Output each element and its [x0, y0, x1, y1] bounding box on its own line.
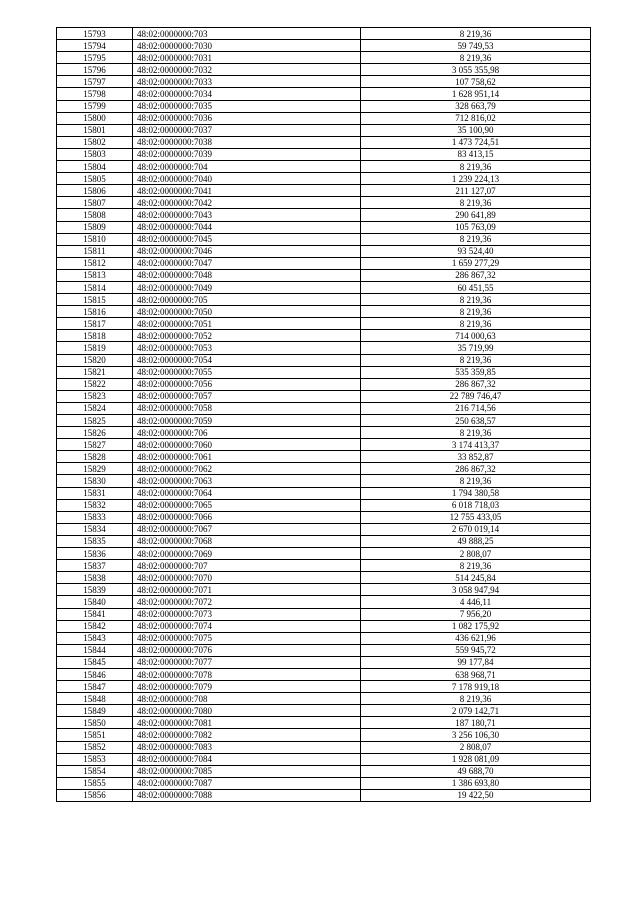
value-cell: 286 867,32: [361, 269, 591, 281]
value-cell: 187 180,71: [361, 717, 591, 729]
table-row: [57, 439, 591, 451]
row-number-cell: 15794: [57, 40, 133, 52]
table-row: [57, 281, 591, 293]
table-row: [57, 402, 591, 414]
value-cell: 105 763,09: [361, 221, 591, 233]
row-number-cell: 15797: [57, 76, 133, 88]
value-cell: 638 968,71: [361, 668, 591, 680]
cadastral-number-cell: 48:02:0000000:7087: [133, 777, 361, 789]
value-cell: 107 758,62: [361, 76, 591, 88]
value-cell: 35 719,99: [361, 342, 591, 354]
row-number-cell: 15806: [57, 185, 133, 197]
cadastral-number-cell: 48:02:0000000:7066: [133, 511, 361, 523]
row-number-cell: 15805: [57, 173, 133, 185]
table-row: [57, 451, 591, 463]
table-body: [57, 28, 591, 802]
value-cell: 1 659 277,29: [361, 257, 591, 269]
table-row: [57, 753, 591, 765]
cadastral-number-cell: 48:02:0000000:7077: [133, 656, 361, 668]
table-row: [57, 40, 591, 52]
value-cell: 286 867,32: [361, 378, 591, 390]
table-row: [57, 668, 591, 680]
value-cell: 436 621,96: [361, 632, 591, 644]
table-row: [57, 608, 591, 620]
table-row: [57, 173, 591, 185]
value-cell: 1 386 693,80: [361, 777, 591, 789]
cadastral-number-cell: 48:02:0000000:7062: [133, 463, 361, 475]
row-number-cell: 15823: [57, 390, 133, 402]
table-row: [57, 632, 591, 644]
row-number-cell: 15820: [57, 354, 133, 366]
table-row: [57, 306, 591, 318]
row-number-cell: 15814: [57, 281, 133, 293]
cadastral-number-cell: 48:02:0000000:7063: [133, 475, 361, 487]
table-row: [57, 318, 591, 330]
cadastral-number-cell: 48:02:0000000:7047: [133, 257, 361, 269]
table-row: [57, 741, 591, 753]
table-row: [57, 342, 591, 354]
value-cell: 2 670 019,14: [361, 523, 591, 535]
cadastral-number-cell: 48:02:0000000:7057: [133, 390, 361, 402]
table-row: [57, 789, 591, 801]
cadastral-number-cell: 48:02:0000000:704: [133, 161, 361, 173]
row-number-cell: 15852: [57, 741, 133, 753]
row-number-cell: 15840: [57, 596, 133, 608]
value-cell: 12 755 433,05: [361, 511, 591, 523]
cadastral-number-cell: 48:02:0000000:7065: [133, 499, 361, 511]
row-number-cell: 15808: [57, 209, 133, 221]
value-cell: 99 177,84: [361, 656, 591, 668]
row-number-cell: 15826: [57, 427, 133, 439]
table-row: [57, 705, 591, 717]
table-row: [57, 330, 591, 342]
row-number-cell: 15815: [57, 294, 133, 306]
table-row: [57, 499, 591, 511]
table-row: [57, 148, 591, 160]
value-cell: 8 219,36: [361, 318, 591, 330]
row-number-cell: 15824: [57, 402, 133, 414]
value-cell: 49 888,25: [361, 535, 591, 547]
cadastral-number-cell: 48:02:0000000:7085: [133, 765, 361, 777]
cadastral-number-cell: 48:02:0000000:7030: [133, 40, 361, 52]
row-number-cell: 15807: [57, 197, 133, 209]
value-cell: 1 239 224,13: [361, 173, 591, 185]
cadastral-number-cell: 48:02:0000000:7070: [133, 572, 361, 584]
table-row: [57, 548, 591, 560]
row-number-cell: 15830: [57, 475, 133, 487]
row-number-cell: 15822: [57, 378, 133, 390]
cadastral-number-cell: 48:02:0000000:7069: [133, 548, 361, 560]
value-cell: 8 219,36: [361, 161, 591, 173]
table-row: [57, 777, 591, 789]
value-cell: 59 749,53: [361, 40, 591, 52]
cadastral-number-cell: 48:02:0000000:7048: [133, 269, 361, 281]
table-row: [57, 427, 591, 439]
table-row: [57, 257, 591, 269]
row-number-cell: 15832: [57, 499, 133, 511]
row-number-cell: 15803: [57, 148, 133, 160]
row-number-cell: 15804: [57, 161, 133, 173]
cadastral-number-cell: 48:02:0000000:7073: [133, 608, 361, 620]
value-cell: 714 000,63: [361, 330, 591, 342]
row-number-cell: 15837: [57, 560, 133, 572]
table-row: [57, 209, 591, 221]
table-row: [57, 390, 591, 402]
value-cell: 60 451,55: [361, 281, 591, 293]
cadastral-number-cell: 48:02:0000000:7055: [133, 366, 361, 378]
cadastral-number-cell: 48:02:0000000:7043: [133, 209, 361, 221]
row-number-cell: 15811: [57, 245, 133, 257]
cadastral-number-cell: 48:02:0000000:7061: [133, 451, 361, 463]
row-number-cell: 15839: [57, 584, 133, 596]
cadastral-number-cell: 48:02:0000000:7039: [133, 148, 361, 160]
cadastral-number-cell: 48:02:0000000:7036: [133, 112, 361, 124]
row-number-cell: 15802: [57, 136, 133, 148]
cadastral-number-cell: 48:02:0000000:7081: [133, 717, 361, 729]
table-row: [57, 378, 591, 390]
data-table: [56, 27, 591, 802]
row-number-cell: 15833: [57, 511, 133, 523]
row-number-cell: 15855: [57, 777, 133, 789]
cadastral-number-cell: 48:02:0000000:7078: [133, 668, 361, 680]
table-row: [57, 294, 591, 306]
value-cell: 6 018 718,03: [361, 499, 591, 511]
row-number-cell: 15798: [57, 88, 133, 100]
cadastral-number-cell: 48:02:0000000:7084: [133, 753, 361, 765]
value-cell: 8 219,36: [361, 28, 591, 40]
cadastral-number-cell: 48:02:0000000:7035: [133, 100, 361, 112]
row-number-cell: 15818: [57, 330, 133, 342]
row-number-cell: 15810: [57, 233, 133, 245]
cadastral-number-cell: 48:02:0000000:7033: [133, 76, 361, 88]
row-number-cell: 15793: [57, 28, 133, 40]
cadastral-number-cell: 48:02:0000000:7041: [133, 185, 361, 197]
value-cell: 49 688,70: [361, 765, 591, 777]
cadastral-number-cell: 48:02:0000000:7050: [133, 306, 361, 318]
cadastral-number-cell: 48:02:0000000:7031: [133, 52, 361, 64]
value-cell: 35 100,90: [361, 124, 591, 136]
row-number-cell: 15843: [57, 632, 133, 644]
table-row: [57, 161, 591, 173]
row-number-cell: 15847: [57, 681, 133, 693]
row-number-cell: 15825: [57, 415, 133, 427]
value-cell: 535 359,85: [361, 366, 591, 378]
table-row: [57, 475, 591, 487]
row-number-cell: 15834: [57, 523, 133, 535]
row-number-cell: 15827: [57, 439, 133, 451]
value-cell: 8 219,36: [361, 197, 591, 209]
value-cell: 2 808,07: [361, 548, 591, 560]
value-cell: 1 082 175,92: [361, 620, 591, 632]
cadastral-number-cell: 48:02:0000000:7072: [133, 596, 361, 608]
row-number-cell: 15795: [57, 52, 133, 64]
table-row: [57, 76, 591, 88]
cadastral-number-cell: 48:02:0000000:7040: [133, 173, 361, 185]
value-cell: 1 794 380,58: [361, 487, 591, 499]
cadastral-number-cell: 48:02:0000000:7076: [133, 644, 361, 656]
value-cell: 3 055 355,98: [361, 64, 591, 76]
table-row: [57, 644, 591, 656]
table-row: [57, 596, 591, 608]
cadastral-number-cell: 48:02:0000000:707: [133, 560, 361, 572]
value-cell: 328 663,79: [361, 100, 591, 112]
row-number-cell: 15829: [57, 463, 133, 475]
value-cell: 8 219,36: [361, 560, 591, 572]
value-cell: 559 945,72: [361, 644, 591, 656]
row-number-cell: 15844: [57, 644, 133, 656]
value-cell: 8 219,36: [361, 475, 591, 487]
value-cell: 8 219,36: [361, 427, 591, 439]
row-number-cell: 15848: [57, 693, 133, 705]
cadastral-number-cell: 48:02:0000000:706: [133, 427, 361, 439]
table-row: [57, 620, 591, 632]
cadastral-number-cell: 48:02:0000000:708: [133, 693, 361, 705]
row-number-cell: 15816: [57, 306, 133, 318]
value-cell: 4 446,11: [361, 596, 591, 608]
value-cell: 290 641,89: [361, 209, 591, 221]
value-cell: 83 413,15: [361, 148, 591, 160]
value-cell: 8 219,36: [361, 306, 591, 318]
value-cell: 8 219,36: [361, 233, 591, 245]
value-cell: 286 867,32: [361, 463, 591, 475]
value-cell: 8 219,36: [361, 52, 591, 64]
value-cell: 93 524,40: [361, 245, 591, 257]
row-number-cell: 15828: [57, 451, 133, 463]
cadastral-number-cell: 48:02:0000000:7044: [133, 221, 361, 233]
row-number-cell: 15849: [57, 705, 133, 717]
table-row: [57, 717, 591, 729]
row-number-cell: 15800: [57, 112, 133, 124]
cadastral-number-cell: 48:02:0000000:7088: [133, 789, 361, 801]
cadastral-number-cell: 48:02:0000000:7075: [133, 632, 361, 644]
value-cell: 250 638,57: [361, 415, 591, 427]
row-number-cell: 15801: [57, 124, 133, 136]
value-cell: 712 816,02: [361, 112, 591, 124]
row-number-cell: 15853: [57, 753, 133, 765]
cadastral-number-cell: 48:02:0000000:703: [133, 28, 361, 40]
table-row: [57, 511, 591, 523]
value-cell: 514 245,84: [361, 572, 591, 584]
table-row: [57, 100, 591, 112]
row-number-cell: 15812: [57, 257, 133, 269]
cadastral-number-cell: 48:02:0000000:7083: [133, 741, 361, 753]
value-cell: 3 174 413,37: [361, 439, 591, 451]
value-cell: 8 219,36: [361, 294, 591, 306]
cadastral-number-cell: 48:02:0000000:7067: [133, 523, 361, 535]
row-number-cell: 15796: [57, 64, 133, 76]
table-row: [57, 245, 591, 257]
value-cell: 19 422,50: [361, 789, 591, 801]
table-row: [57, 366, 591, 378]
cadastral-number-cell: 48:02:0000000:7059: [133, 415, 361, 427]
table-row: [57, 572, 591, 584]
table-row: [57, 487, 591, 499]
cadastral-number-cell: 48:02:0000000:7082: [133, 729, 361, 741]
row-number-cell: 15845: [57, 656, 133, 668]
cadastral-number-cell: 48:02:0000000:7080: [133, 705, 361, 717]
table-row: [57, 136, 591, 148]
row-number-cell: 15799: [57, 100, 133, 112]
row-number-cell: 15850: [57, 717, 133, 729]
row-number-cell: 15813: [57, 269, 133, 281]
row-number-cell: 15851: [57, 729, 133, 741]
cadastral-number-cell: 48:02:0000000:7053: [133, 342, 361, 354]
row-number-cell: 15841: [57, 608, 133, 620]
value-cell: 8 219,36: [361, 693, 591, 705]
cadastral-number-cell: 48:02:0000000:7056: [133, 378, 361, 390]
cadastral-number-cell: 48:02:0000000:7034: [133, 88, 361, 100]
cadastral-number-cell: 48:02:0000000:7074: [133, 620, 361, 632]
table-row: [57, 729, 591, 741]
table-row: [57, 584, 591, 596]
row-number-cell: 15846: [57, 668, 133, 680]
value-cell: 22 789 746,47: [361, 390, 591, 402]
row-number-cell: 15821: [57, 366, 133, 378]
table-row: [57, 560, 591, 572]
value-cell: 8 219,36: [361, 354, 591, 366]
table-row: [57, 765, 591, 777]
table-row: [57, 656, 591, 668]
cadastral-number-cell: 48:02:0000000:7060: [133, 439, 361, 451]
row-number-cell: 15842: [57, 620, 133, 632]
table-row: [57, 463, 591, 475]
table-row: [57, 269, 591, 281]
table-row: [57, 233, 591, 245]
value-cell: 1 628 951,14: [361, 88, 591, 100]
value-cell: 7 956,20: [361, 608, 591, 620]
row-number-cell: 15819: [57, 342, 133, 354]
table-row: [57, 197, 591, 209]
table-row: [57, 28, 591, 40]
cadastral-number-cell: 48:02:0000000:7068: [133, 535, 361, 547]
cadastral-number-cell: 48:02:0000000:7071: [133, 584, 361, 596]
cadastral-number-cell: 48:02:0000000:7037: [133, 124, 361, 136]
table-row: [57, 221, 591, 233]
table-row: [57, 681, 591, 693]
cadastral-number-cell: 48:02:0000000:7032: [133, 64, 361, 76]
table-row: [57, 52, 591, 64]
value-cell: 7 178 919,18: [361, 681, 591, 693]
table-row: [57, 124, 591, 136]
row-number-cell: 15831: [57, 487, 133, 499]
table-row: [57, 112, 591, 124]
value-cell: 2 079 142,71: [361, 705, 591, 717]
value-cell: 1 928 081,09: [361, 753, 591, 765]
row-number-cell: 15856: [57, 789, 133, 801]
cadastral-number-cell: 48:02:0000000:7042: [133, 197, 361, 209]
table-row: [57, 693, 591, 705]
row-number-cell: 15817: [57, 318, 133, 330]
row-number-cell: 15854: [57, 765, 133, 777]
cadastral-number-cell: 48:02:0000000:7045: [133, 233, 361, 245]
row-number-cell: 15836: [57, 548, 133, 560]
value-cell: 3 058 947,94: [361, 584, 591, 596]
row-number-cell: 15838: [57, 572, 133, 584]
table-row: [57, 415, 591, 427]
cadastral-number-cell: 48:02:0000000:7051: [133, 318, 361, 330]
value-cell: 216 714,56: [361, 402, 591, 414]
value-cell: 3 256 106,30: [361, 729, 591, 741]
cadastral-number-cell: 48:02:0000000:7049: [133, 281, 361, 293]
table-row: [57, 354, 591, 366]
cadastral-number-cell: 48:02:0000000:7046: [133, 245, 361, 257]
table-row: [57, 535, 591, 547]
cadastral-number-cell: 48:02:0000000:7064: [133, 487, 361, 499]
value-cell: 33 852,87: [361, 451, 591, 463]
table-row: [57, 64, 591, 76]
value-cell: 1 473 724,51: [361, 136, 591, 148]
table-row: [57, 185, 591, 197]
cadastral-number-cell: 48:02:0000000:7058: [133, 402, 361, 414]
cadastral-number-cell: 48:02:0000000:7038: [133, 136, 361, 148]
value-cell: 211 127,07: [361, 185, 591, 197]
cadastral-number-cell: 48:02:0000000:7079: [133, 681, 361, 693]
cadastral-number-cell: 48:02:0000000:7054: [133, 354, 361, 366]
cadastral-number-cell: 48:02:0000000:705: [133, 294, 361, 306]
row-number-cell: 15835: [57, 535, 133, 547]
table-row: [57, 88, 591, 100]
value-cell: 2 808,07: [361, 741, 591, 753]
cadastral-number-cell: 48:02:0000000:7052: [133, 330, 361, 342]
table-row: [57, 523, 591, 535]
row-number-cell: 15809: [57, 221, 133, 233]
